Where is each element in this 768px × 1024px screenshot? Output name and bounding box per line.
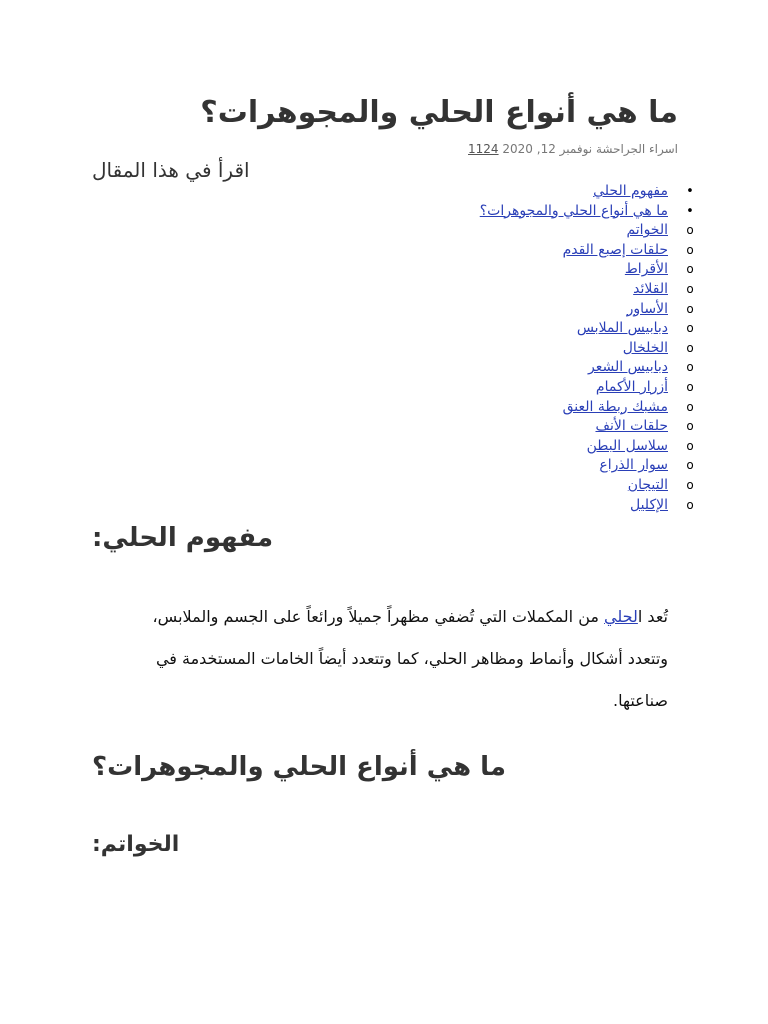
bullet-circle-icon: o (686, 419, 694, 434)
paragraph-line-2: وتتعدد أشكال وأنماط ومظاهر الحلي، كما وتتعدد أيضاً الخامات المستخدمة في (155, 649, 668, 668)
bullet-disc-icon: • (686, 203, 694, 219)
toc-link[interactable]: حلقات إصبع القدم (562, 241, 668, 258)
toc-item (480, 182, 694, 202)
bullet-circle-icon: o (686, 262, 694, 277)
bullet-circle-icon: o (686, 497, 694, 512)
toc-item (480, 260, 694, 280)
toc-item (480, 456, 694, 476)
toc-item (480, 437, 694, 457)
paragraph-line-1 (82, 596, 668, 638)
toc-item (480, 221, 694, 241)
toc-link[interactable]: دبابيس الملابس (576, 320, 668, 337)
article-meta (468, 141, 678, 157)
toc-link[interactable]: الأقراط (624, 261, 668, 278)
jewelry-link[interactable]: لحلي (604, 607, 638, 626)
page-title: ما هي أنواع الحلي والمجوهرات؟ (200, 95, 678, 130)
toc-item (480, 398, 694, 418)
paragraph-line-3: صناعتها. (613, 691, 668, 710)
toc-item (480, 496, 694, 516)
section-heading-concept: مفهوم الحلي: (92, 523, 274, 553)
toc-link[interactable]: حلقات الأنف (595, 418, 668, 435)
bullet-circle-icon: o (686, 340, 694, 355)
bullet-circle-icon: o (686, 301, 694, 316)
toc-link[interactable]: دبابيس الشعر (588, 359, 668, 376)
paragraph-prefix: تُعد ا (637, 607, 668, 626)
table-of-contents (479, 182, 694, 515)
toc-link[interactable]: سلاسل البطن (586, 437, 668, 454)
toc-link[interactable]: مشبك ربطة العنق (562, 398, 668, 415)
author-date: اسراء الجراحشة نوفمبر 12, 2020 (502, 142, 678, 156)
toc-link[interactable]: أزرار الأكمام (595, 378, 668, 395)
toc-item (480, 319, 694, 339)
toc-item (479, 202, 694, 222)
bullet-circle-icon: o (686, 321, 694, 336)
bullet-circle-icon: o (686, 379, 694, 394)
toc-link[interactable]: الإكليل (629, 496, 668, 513)
toc-link[interactable]: الخلخال (622, 339, 668, 356)
toc-heading: اقرأ في هذا المقال (92, 158, 250, 182)
toc-item (480, 417, 694, 437)
toc-link[interactable]: الأساور (626, 300, 668, 317)
toc-item (480, 339, 694, 359)
bullet-circle-icon: o (686, 281, 694, 296)
toc-link[interactable]: سوار الذراع (599, 457, 668, 474)
bullet-circle-icon: o (686, 242, 694, 257)
bullet-circle-icon: o (686, 477, 694, 492)
toc-link[interactable]: القلائد (633, 280, 668, 297)
section-heading-types: ما هي أنواع الحلي والمجوهرات؟ (92, 752, 507, 782)
view-count[interactable]: 1124 (468, 142, 499, 156)
bullet-circle-icon: o (686, 223, 694, 238)
concept-paragraph (82, 596, 668, 722)
toc-link[interactable]: التيجان (627, 476, 668, 493)
toc-item (480, 280, 694, 300)
bullet-circle-icon: o (686, 399, 694, 414)
toc-item (480, 476, 694, 496)
paragraph-suffix: من المكملات التي تُضفي مظهراً جميلاً ورائعاً على الجسم والملابس، (152, 607, 605, 626)
bullet-disc-icon: • (686, 184, 694, 199)
toc-item (480, 378, 694, 398)
toc-link[interactable]: ما هي أنواع الحلي والمجوهرات؟ (479, 202, 668, 219)
toc-link[interactable]: مفهوم الحلي (593, 183, 668, 199)
bullet-circle-icon: o (686, 360, 694, 375)
toc-item (480, 241, 694, 261)
bullet-circle-icon: o (686, 458, 694, 473)
toc-item (480, 358, 694, 378)
bullet-circle-icon: o (686, 438, 694, 453)
toc-item (480, 300, 694, 320)
section-heading-rings: الخواتم: (92, 832, 180, 857)
toc-link[interactable]: الخواتم (626, 222, 668, 239)
